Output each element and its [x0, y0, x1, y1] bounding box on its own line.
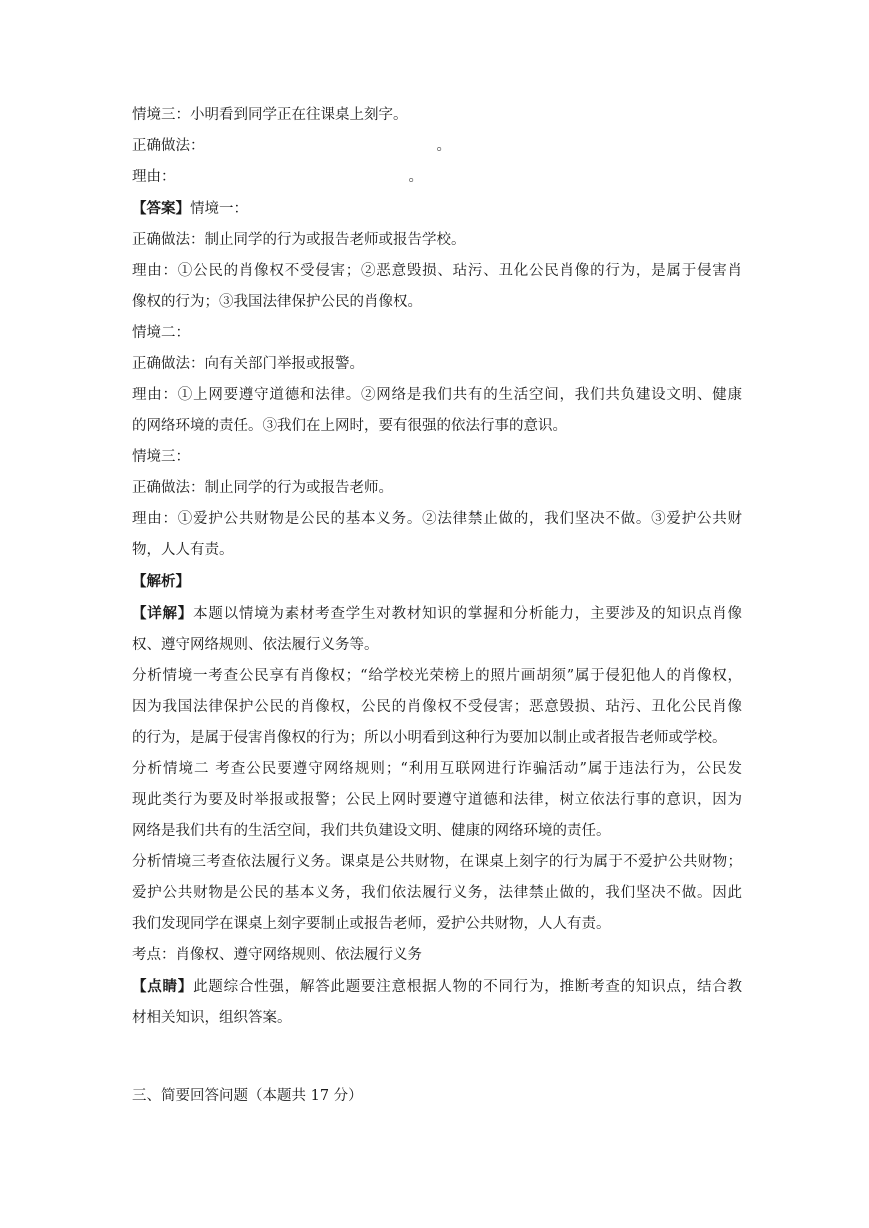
- detail-text-1: 本题以情境为素材考查学生对教材知识的掌握和分析能力，主要涉及的知识点肖像: [193, 606, 742, 622]
- analysis-3-line-3: 我们发现同学在课桌上刻字要制止或报告老师，爱护公共财物，人人有责。: [132, 916, 611, 932]
- reason-label: 理由：: [132, 169, 176, 185]
- analysis-heading: [132, 566, 742, 598]
- dianjing-text-1: 此题综合性强，解答此题要注意根据人物的不同行为，推断考查的知识点，结合教: [193, 979, 742, 995]
- analysis-tag: 【解析】: [132, 573, 190, 590]
- kaodian-line: 考点：肖像权、遵守网络规则、依法履行义务: [132, 947, 422, 963]
- analysis-3-line-2: 爱护公共财物是公民的基本义务，我们依法履行义务，法律禁止做的，我们坚决不做。因此: [132, 885, 742, 901]
- dianjing-tag: 【点睛】: [132, 978, 194, 995]
- analysis-2-line-3: 网络是我们共有的生活空间，我们共负建设文明、健康的网络环境的责任。: [132, 823, 611, 839]
- answer-tag: 【答案】: [132, 200, 190, 217]
- answer-1-correct: 正确做法：制止同学的行为或报告老师或报告学校。: [132, 232, 466, 248]
- analysis-1-line-1: 分析情境一考查公民享有肖像权；“给学校光荣榜上的照片画胡须”属于侵犯他人的肖像权，: [132, 668, 742, 684]
- detail-line-2: 权、遵守网络规则、依法履行义务等。: [132, 637, 379, 653]
- question-situation-3: 情境三：小明看到同学正在往课桌上刻字。: [132, 107, 408, 123]
- answer-heading: [132, 193, 742, 225]
- section-3-title: 三、简要回答问题（本题共 17 分）: [132, 1088, 363, 1104]
- section-gap: [132, 1034, 742, 1081]
- answer-1-reason-line-1: 理由：①公民的肖像权不受侵害；②恶意毁损、玷污、丑化公民肖像的行为，是属于侵害肖: [132, 263, 742, 279]
- correct-practice-end: 。: [436, 138, 451, 154]
- detail-tag: 【详解】: [132, 605, 194, 622]
- answer-3-title: 情境三：: [132, 449, 190, 465]
- answer-3-correct: 正确做法：制止同学的行为或报告老师。: [132, 480, 393, 496]
- analysis-3-line-1: 分析情境三考查依法履行义务。课桌是公共财物，在课桌上刻字的行为属于不爱护公共财物；: [132, 854, 742, 870]
- correct-practice-label: 正确做法：: [132, 138, 205, 154]
- question-correct-practice: [132, 131, 742, 162]
- dianjing-line-2: 材相关知识，组织答案。: [132, 1010, 292, 1026]
- analysis-2-line-2: 现此类行为要及时举报或报警；公民上网时要遵守道德和法律，树立依法行事的意识，因为: [132, 792, 742, 808]
- dianjing-line-1: [132, 971, 742, 1003]
- question-reason: [132, 162, 742, 193]
- reason-end: 。: [408, 169, 423, 185]
- answer-1-reason-line-2: 像权的行为；③我国法律保护公民的肖像权。: [132, 294, 422, 310]
- analysis-2-line-1: 分析情境二 考查公民要遵守网络规则；“利用互联网进行诈骗活动”属于违法行为，公民发: [132, 761, 742, 777]
- answer-3-reason-line-1: 理由：①爱护公共财物是公民的基本义务。②法律禁止做的，我们坚决不做。③爱护公共财: [132, 511, 742, 527]
- answer-2-reason-line-2: 的网络环境的责任。③我们在上网时，要有很强的依法行事的意识。: [132, 418, 567, 434]
- answer-2-reason-line-1: 理由：①上网要遵守道德和法律。②网络是我们共有的生活空间，我们共负建设文明、健康: [132, 387, 742, 403]
- answer-3-reason-line-2: 物，人人有责。: [132, 542, 234, 558]
- detail-line-1: [132, 598, 742, 630]
- analysis-1-line-2: 因为我国法律保护公民的肖像权，公民的肖像权不受侵害；恶意毁损、玷污、丑化公民肖像: [132, 699, 742, 715]
- answer-2-title: 情境二：: [132, 325, 190, 341]
- document-page: [132, 100, 742, 1112]
- answer-situation-1-title: 情境一：: [190, 201, 248, 217]
- analysis-1-line-3: 的行为，是属于侵害肖像权的行为；所以小明看到这种行为要加以制止或者报告老师或学校。: [132, 730, 727, 746]
- answer-2-correct: 正确做法：向有关部门举报或报警。: [132, 356, 364, 372]
